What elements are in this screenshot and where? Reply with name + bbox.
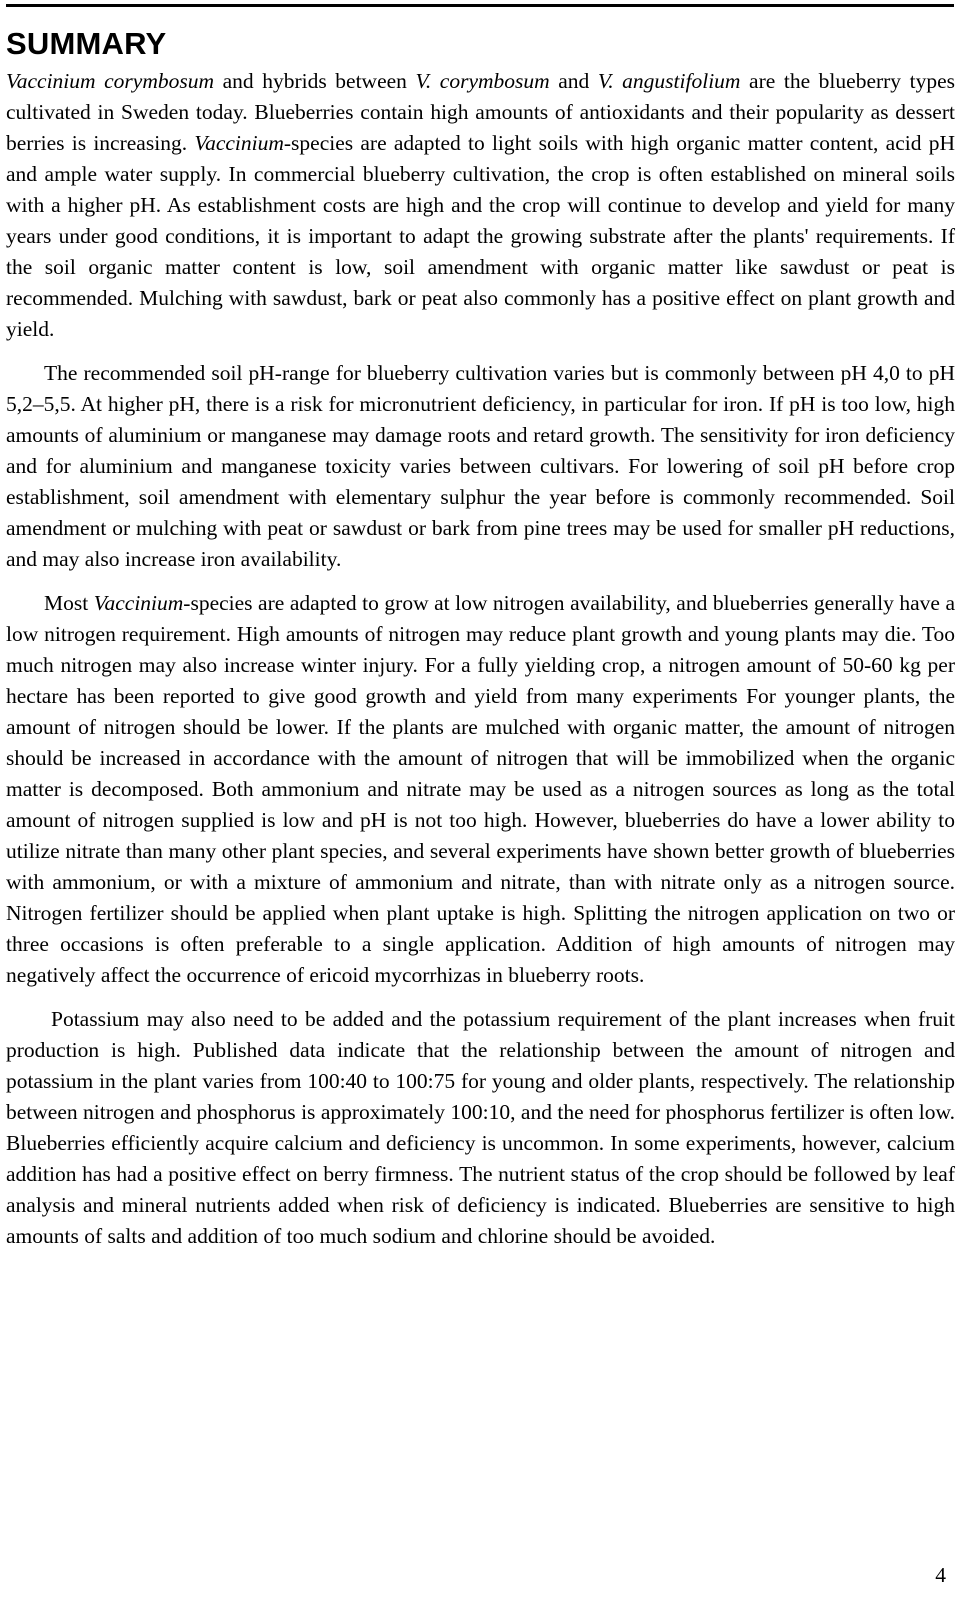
- summary-body: [6, 66, 955, 1252]
- paragraph-1: [6, 66, 955, 345]
- top-rule: [6, 4, 954, 7]
- text-span: Most: [44, 591, 94, 615]
- paragraph-2: The recommended soil pH-range for blueberry cultivation varies but is commonly between pH 4,0 to pH 5,2–5,5. At higher pH, there is a risk for micronutrient deficiency, in particular for iron. If pH is too low, high amounts of aluminium or manganese may damage roots and retard growth. The sensitivity for iron deficiency and for aluminium and manganese toxicity varies between cultivars. For lowering of soil pH before crop establishment, soil amendment with elementary sulphur the year before is commonly recommended. Soil amendment or mulching with peat or sawdust or bark from pine trees may be used for smaller pH reductions, and may also increase iron availability.: [6, 361, 955, 571]
- genus-name: Vaccinium: [194, 131, 284, 155]
- species-name: V. angustifolium: [597, 69, 741, 93]
- text-span: are the blueberry types cultivated in Sweden today. Blueberries contain high amounts of antioxidants and their popularity as dessert berries is increasing.: [6, 69, 956, 155]
- text-span: and hybrids between: [214, 69, 416, 93]
- page-number: 4: [935, 1563, 946, 1587]
- paragraph-3: [6, 588, 955, 991]
- text-span: -species are adapted to light soils with high organic matter content, acid pH and ample water supply. In commercial blueberry cultivation, the crop is often established on mineral soils with a higher pH. As establishment costs are high and the crop will continue to develop and yield for many years under good conditions, it is important to adapt the growing substrate after the plants' requirements. If the soil organic matter content is low, soil amendment with organic matter like sawdust or peat is recommended. Mulching with sawdust, bark or peat also commonly has a positive effect on plant growth and yield.: [6, 131, 956, 341]
- genus-name: Vaccinium: [93, 591, 184, 615]
- species-name: V. corymbosum: [415, 69, 550, 93]
- text-span: -species are adapted to grow at low nitrogen availability, and blueberries generally have a low nitrogen requirement. High amounts of nitrogen may reduce plant growth and young plants may die. Too much nitrogen may also increase winter injury. For a fully yielding crop, a nitrogen amount of 50-60 kg per hectare has been reported to give good growth and yield from many experiments For younger plants, the amount of nitrogen should be lower. If the plants are mulched with organic matter, the amount of nitrogen should be increased in accordance with the amount of nitrogen that will be immobilized when the organic matter is decomposed. Both ammonium and nitrate may be used as a nitrogen sources as long as the total amount of nitrogen supplied is low and pH is not too high. However, blueberries do have a lower ability to utilize nitrate than many other plant species, and several experiments have shown better growth of blueberries with ammonium, or with a mixture of ammonium and nitrate, than with nitrate only as a nitrogen source. Nitrogen fertilizer should be applied when plant uptake is high. Splitting the nitrogen application on two or three occasions is often preferable to a single application. Addition of high amounts of nitrogen may negatively affect the occurrence of ericoid mycorrhizas in blueberry roots.: [6, 591, 956, 987]
- species-name: Vaccinium corymbosum: [6, 69, 215, 93]
- page-title: SUMMARY: [6, 26, 167, 61]
- text-span: and: [549, 69, 598, 93]
- paragraph-4: Potassium may also need to be added and the potassium requirement of the plant increases when fruit production is high. Published data indicate that the relationship between the amount of nitrogen and potassium in the plant varies from 100:40 to 100:75 for young and older plants, respectively. The relationship between nitrogen and phosphorus is approximately 100:10, and the need for phosphorus fertilizer is often low. Blueberries efficiently acquire calcium and deficiency is uncommon. In some experiments, however, calcium addition has had a positive effect on berry firmness. The nutrient status of the crop should be followed by leaf analysis and mineral nutrients added when risk of deficiency is indicated. Blueberries are sensitive to high amounts of salts and addition of too much sodium and chlorine should be avoided.: [6, 1007, 955, 1248]
